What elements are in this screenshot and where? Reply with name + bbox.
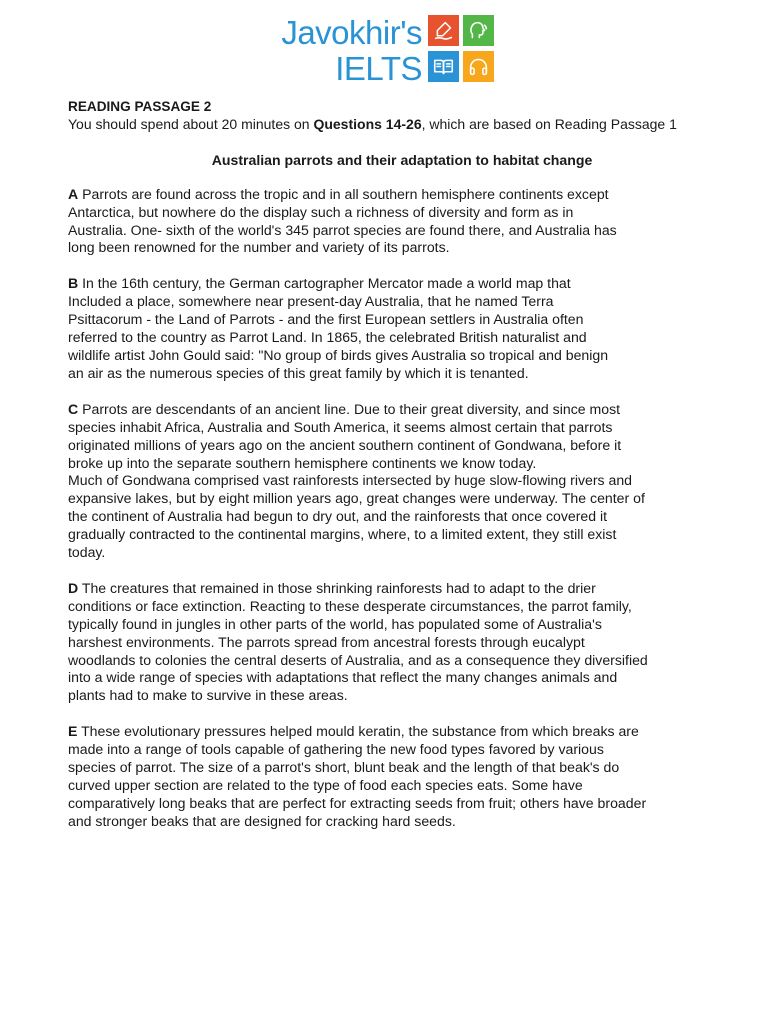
paragraph-line [68, 472, 736, 490]
paragraph-text: into a wide range of species with adaptations that reflect the many changes animals and [68, 669, 618, 686]
paragraph-letter: C [68, 400, 79, 417]
paragraph-letter: A [68, 185, 79, 202]
paragraph-text: today. [68, 544, 106, 561]
instruction-post: , which are based on Reading Passage 1 [421, 115, 677, 132]
paragraph-line [68, 275, 736, 293]
paragraph-text: curved upper section are related to the type of food each species eats. Some have [68, 777, 583, 793]
paragraph-text: species inhabit Africa, Australia and South America, it seems almost certain that parrots [68, 418, 613, 435]
paragraph-line [68, 580, 736, 598]
paragraph-text: an air as the numerous species of this great family by which it is tenanted. [68, 364, 529, 381]
passage-title: Australian parrots and their adaptation to habitat change [211, 151, 593, 168]
paragraph-c [68, 401, 736, 562]
passage-body [68, 186, 736, 831]
paragraph-line [68, 204, 736, 222]
instruction-pre: You should spend about 20 minutes on [68, 115, 314, 132]
paragraph-letter: B [68, 275, 79, 292]
paragraph-line [68, 293, 736, 311]
paragraph-line [68, 311, 736, 329]
paragraph-line [68, 401, 736, 419]
paragraph-text: referred to the country as Parrot Land. In 1865, the celebrated British naturalist and [68, 329, 587, 346]
paragraph-e [68, 723, 736, 830]
brand-logo [268, 14, 508, 90]
paragraph-line [68, 777, 736, 795]
paragraph-line [68, 813, 736, 831]
paragraph-line [68, 652, 736, 670]
paragraph-text: conditions or face extinction. Reacting to these desperate circumstances, the parrot family, [68, 597, 632, 614]
paragraph-line [68, 526, 736, 544]
paragraph-text: The creatures that remained in those shrinking rainforests had to adapt to the drier [78, 579, 596, 596]
paragraph-text: and stronger beaks that are designed for cracking hard seeds. [68, 812, 456, 829]
paragraph-line [68, 598, 736, 616]
logo-word-top: Javokhir's [281, 14, 422, 51]
paragraph-text: harshest environments. The parrots spread from ancestral forests through eucalypt [68, 633, 585, 650]
writing-hand-icon [428, 15, 459, 46]
paragraph-line [68, 365, 736, 383]
paragraph-d [68, 580, 736, 705]
paragraph-text: originated millions of years ago on the ancient southern continent of Gondwana, before it [68, 436, 622, 453]
paragraph-text: These evolutionary pressures helped mould keratin, the substance from which breaks are [77, 723, 639, 740]
paragraph-text: Antarctica, but nowhere do the display such a richness of diversity and form as in [68, 203, 574, 220]
paragraph-line [68, 347, 736, 365]
paragraph-text: Much of Gondwana comprised vast rainforests intersected by huge slow-flowing rivers and [68, 472, 633, 489]
speaking-head-icon [463, 15, 494, 46]
paragraph-a [68, 186, 736, 258]
paragraph-text: species of parrot. The size of a parrot's short, blunt beak and the length of that beak's do [68, 759, 620, 776]
instruction-questions: Questions 14-26 [313, 115, 422, 132]
paragraph-text: Parrots are descendants of an ancient line. Due to their great diversity, and since most [78, 400, 621, 417]
paragraph-line [68, 419, 736, 437]
paragraph-line [68, 437, 736, 455]
paragraph-line [68, 759, 736, 777]
paragraph-line [68, 490, 736, 508]
paragraph-text: Parrots are found across the tropic and in all southern hemisphere continents except [78, 185, 609, 202]
paragraph-text: the continent of Australia had begun to dry out, and the rainforests that once covered it [68, 508, 608, 525]
paragraph-text: long been renowned for the number and variety of its parrots. [68, 239, 450, 256]
headphones-icon [463, 51, 494, 82]
paragraph-text: woodlands to colonies the central deserts of Australia, and as a consequence they diversified [68, 651, 648, 668]
open-book-icon [428, 51, 459, 82]
paragraph-text: Australia. One- sixth of the world's 345 parrot species are found there, and Australia has [68, 221, 617, 238]
paragraph-line [68, 455, 736, 473]
paragraph-line [68, 186, 736, 204]
paragraph-text: gradually contracted to the continental margins, where, to a limited extent, they still exist [68, 526, 617, 543]
paragraph-text: broke up into the separate southern hemisphere continents we know today. [68, 454, 537, 471]
instruction-text [68, 116, 736, 134]
paragraph-text: typically found in jungles in other parts of the world, has populated some of Australia's [68, 615, 602, 632]
paragraph-text: comparatively long beaks that are perfect for extracting seeds from fruit; others have broader [68, 794, 647, 811]
reading-document [68, 98, 736, 849]
paragraph-text: expansive lakes, but by eight million years ago, great changes were underway. The center of [68, 490, 645, 507]
paragraph-line [68, 508, 736, 526]
paragraph-line [68, 741, 736, 759]
paragraph-line [68, 544, 736, 562]
paragraph-text: Included a place, somewhere near present-day Australia, that he named Terra [68, 293, 554, 310]
paragraph-b [68, 275, 736, 382]
paragraph-line [68, 795, 736, 813]
paragraph-line [68, 222, 736, 240]
paragraph-letter: D [68, 579, 79, 596]
section-label: READING PASSAGE 2 [68, 99, 212, 114]
paragraph-text: plants had to make to survive in these areas. [68, 687, 348, 704]
paragraph-text: made into a range of tools capable of gathering the new food types favored by various [68, 741, 604, 758]
paragraph-line [68, 616, 736, 634]
paragraph-letter: E [68, 723, 78, 740]
paragraph-line [68, 723, 736, 741]
paragraph-line [68, 687, 736, 705]
paragraph-line [68, 669, 736, 687]
paragraph-text: wildlife artist John Gould said: "No group of birds gives Australia so tropical and benign [68, 346, 609, 363]
paragraph-text: Psittacorum - the Land of Parrots - and the first European settlers in Australia often [68, 311, 584, 328]
paragraph-line [68, 239, 736, 257]
paragraph-text: In the 16th century, the German cartographer Mercator made a world map that [78, 275, 571, 292]
paragraph-line [68, 329, 736, 347]
paragraph-line [68, 634, 736, 652]
logo-word-bottom: IELTS [335, 50, 422, 87]
